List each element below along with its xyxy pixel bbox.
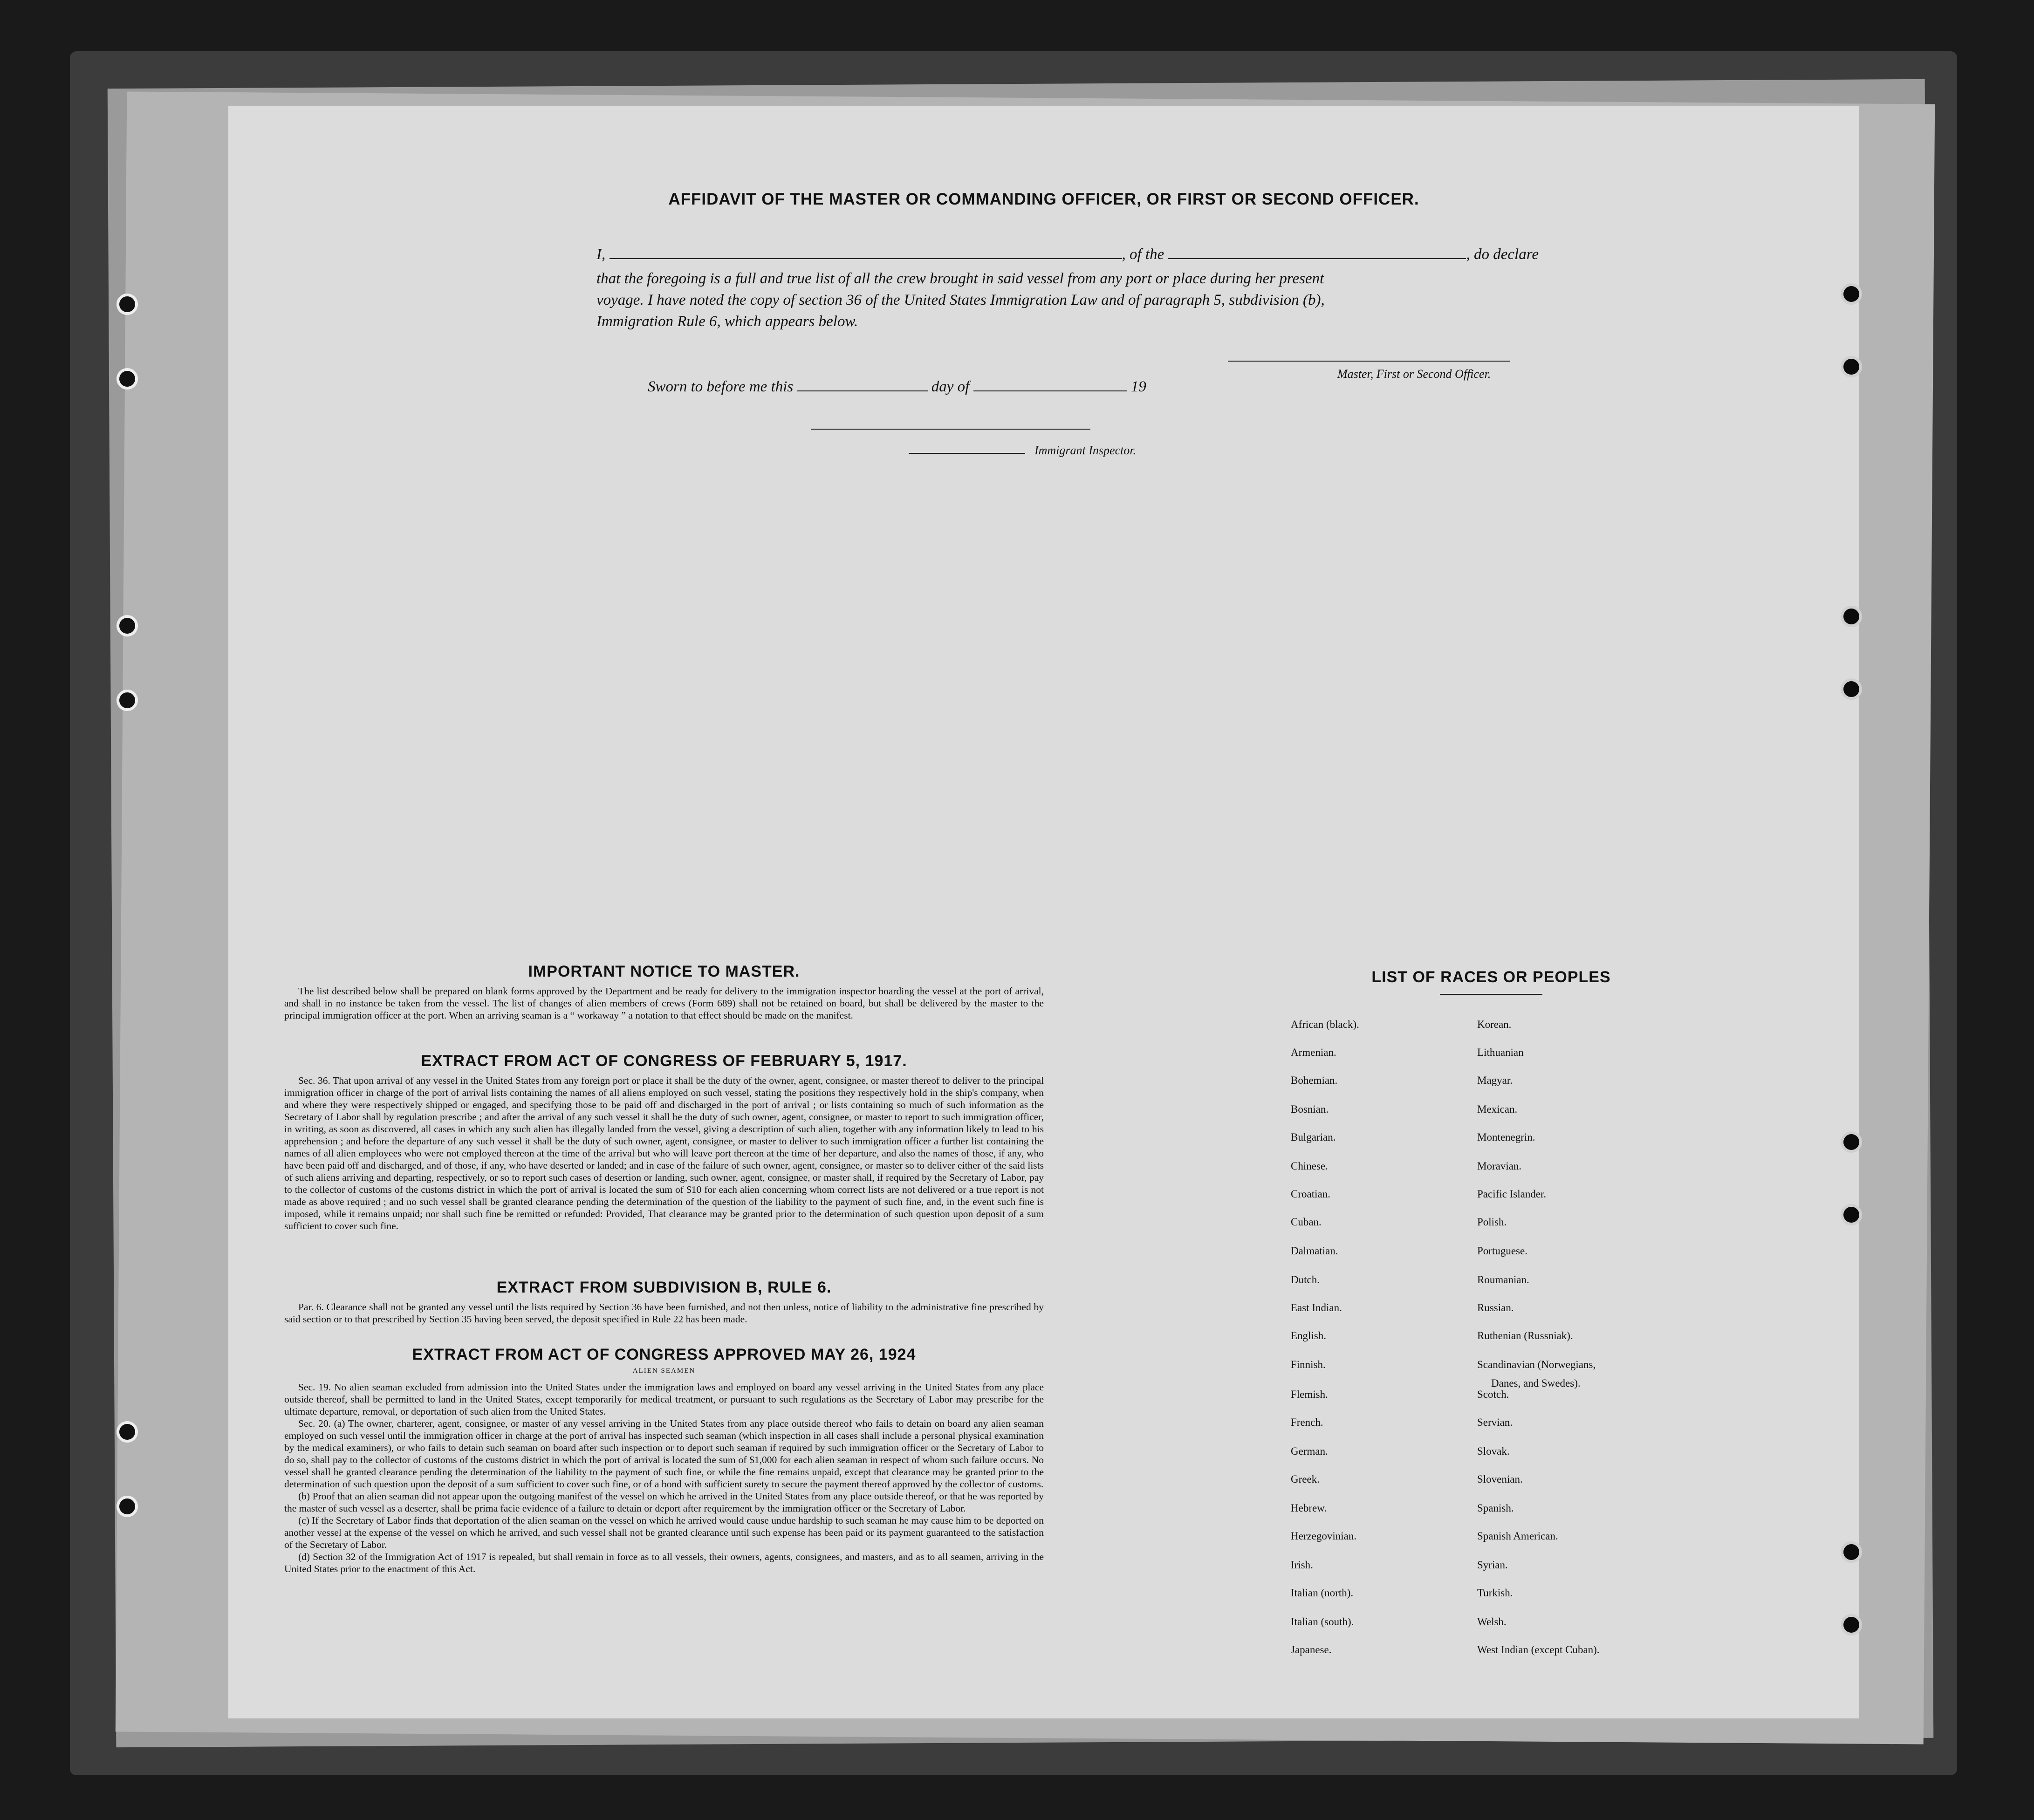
affidavit-line-4: Immigration Rule 6, which appears below. bbox=[596, 313, 858, 330]
race-item: Slovenian. bbox=[1477, 1473, 1523, 1485]
race-item: Dutch. bbox=[1291, 1274, 1320, 1286]
punch-hole-icon bbox=[1841, 283, 1862, 305]
extract-1924-text bbox=[284, 1381, 1044, 1575]
race-item: Italian (south). bbox=[1291, 1616, 1354, 1628]
race-item: Hebrew. bbox=[1291, 1502, 1327, 1514]
master-signature-label: Master, First or Second Officer. bbox=[1337, 367, 1491, 381]
race-item: Spanish American. bbox=[1477, 1530, 1558, 1542]
sworn-day-of: day of bbox=[931, 378, 970, 395]
sworn-year: 19 bbox=[1130, 378, 1146, 395]
inspector-signature-line-lower bbox=[909, 453, 1025, 454]
sec-19-paragraph: Sec. 19. No alien seaman excluded from admission into the United States under the immigration laws and employed on board any vessel arriving in the United States from any place outside thereof, shall be permitted to land in the United States, except temporarily for medical treatment, or pursuant to such regulations as the Secretary of Labor may prescribe for the ultimate departure, removal, or deportation of such alien from the United States. bbox=[284, 1382, 1044, 1417]
race-item: Irish. bbox=[1291, 1559, 1313, 1571]
race-item: Finnish. bbox=[1291, 1359, 1326, 1370]
race-item: Chinese. bbox=[1291, 1160, 1328, 1172]
race-item: Magyar. bbox=[1477, 1074, 1513, 1086]
binder-hole-icon bbox=[116, 294, 138, 315]
race-item: Portuguese. bbox=[1477, 1245, 1527, 1257]
affidavit-line-2: that the foregoing is a full and true list of all the crew brought in said vessel from any port or place during her present bbox=[596, 270, 1324, 287]
race-item: Turkish. bbox=[1477, 1587, 1513, 1599]
manifest-page bbox=[228, 106, 1859, 1718]
race-item: German. bbox=[1291, 1445, 1328, 1457]
race-item: Bosnian. bbox=[1291, 1103, 1329, 1115]
race-item: Dalmatian. bbox=[1291, 1245, 1338, 1257]
affidavit-of-the: , of the bbox=[1122, 246, 1164, 263]
race-item-scandinavian-cont: Danes, and Swedes). bbox=[1491, 1377, 1581, 1389]
race-item: Pacific Islander. bbox=[1477, 1188, 1547, 1200]
extract-1917-title: EXTRACT FROM ACT OF CONGRESS OF FEBRUARY 5, 1917. bbox=[421, 1052, 907, 1070]
race-item: Slovak. bbox=[1477, 1445, 1510, 1457]
day-blank bbox=[797, 390, 928, 391]
sec-20b-paragraph: (b) Proof that an alien seaman did not appear upon the outgoing manifest of the vessel on which he arrived in the United States from any place outside thereof, or that he was reported by the master of such vessel as a deserter, shall be prima facie evidence of a failure to detain or deport after requirement by the immigration officer or the Secretary of Labor. bbox=[284, 1491, 1044, 1514]
race-item: Japanese. bbox=[1291, 1644, 1332, 1656]
punch-hole-icon bbox=[1841, 1614, 1862, 1635]
sec-20c-paragraph: (c) If the Secretary of Labor finds that deportation of the alien seaman on the vessel on which he arrived would cause undue hardship to such seaman he may cause him to be deported on another vessel at the expense of the vessel on which he arrived, and such vessel shall not be granted clearance until such expense has been paid or its payment guaranteed to the satisfaction of the Secretary of Labor. bbox=[284, 1515, 1044, 1550]
punch-hole-icon bbox=[1841, 678, 1862, 700]
race-item: Roumanian. bbox=[1477, 1274, 1529, 1286]
race-item: Syrian. bbox=[1477, 1559, 1508, 1571]
notice-paragraph: The list described below shall be prepared on blank forms approved by the Department and be ready for delivery to the immigration inspector boarding the vessel at the port of arrival, and shall in no instance be taken from the vessel. The list of changes of alien members of crews (Form 689) shall not be retained on board, but shall be delivered by the master to the principal immigration officer at the port. When an arriving seaman is a “ workaway ” a notation to that effect should be made on the manifest. bbox=[284, 985, 1044, 1021]
binder-hole-icon bbox=[116, 690, 138, 711]
master-signature-line bbox=[1228, 361, 1510, 362]
section-36-paragraph: Sec. 36. That upon arrival of any vessel in the United States from any foreign port or place it shall be the duty of the owner, agent, consignee, or master thereof to deliver to the principal immigration officer in charge of the port of arrival lists containing the names of all aliens employed on such vessel, stating the positions they respectively hold in the ship's company, when and where they were respectively shipped or engaged, and specifying those to be paid off and discharged in the port of arrival ; or lists containing so much of such information as the Secretary of Labor shall by regulation prescribe ; and after the arrival of any such vessel it shall be the duty of such owner, agent, consignee, or master to report to such immigration officer, in writing, as soon as discovered, all cases in which any such alien has illegally landed from the vessel, giving a description of such alien, together with any information likely to lead to his apprehension ; and before the departure of any such vessel it shall be the duty of such owner, agent, consignee, or master to deliver to such immigration officer a further list containing the names of all alien employees who were not employed thereon at the time of the arrival but who will leave port thereon at the time of her departure, and also the names of those, if any, who have been paid off and discharged, and of those, if any, who have deserted or landed; and in case of the failure of such owner, agent, consignee, or master so to deliver either of the said lists of such aliens arriving and departing, respectively, or so to report such cases of desertion or landing, such owner, agent, consignee, or master shall, if required by the Secretary of Labor, pay to the collector of customs of the customs district in which the port of arrival is located the sum of $10 for each alien concerning whom correct lists are not delivered or a true report is not made as above required ; and no such vessel shall be granted clearance pending the determination of the question of the liability to the payment of such fine, and, in the event such fine is imposed, while it remains unpaid; nor shall such fine be remitted or refunded: Provided, That clearance may be granted prior to the determination of such question upon deposit of a sum sufficient to cover such fine. bbox=[284, 1075, 1044, 1232]
alien-seamen-subtitle: ALIEN SEAMEN bbox=[632, 1367, 696, 1375]
race-item: Herzegovinian. bbox=[1291, 1530, 1357, 1542]
binder-hole-icon bbox=[116, 615, 138, 636]
month-blank bbox=[973, 390, 1127, 391]
sworn-line bbox=[648, 378, 1146, 396]
race-item: French. bbox=[1291, 1416, 1323, 1428]
par-6-paragraph: Par. 6. Clearance shall not be granted any vessel until the lists required by Section 36 have been furnished, and not then unless, notice of liability to the administrative fine prescribed by said section or to that prescribed by Section 35 having been served, the deposit specified in Rule 22 has been made. bbox=[284, 1301, 1044, 1325]
races-title-rule bbox=[1440, 994, 1542, 995]
extract-1924-title: EXTRACT FROM ACT OF CONGRESS APPROVED MAY 26, 1924 bbox=[412, 1346, 916, 1363]
race-item: Italian (north). bbox=[1291, 1587, 1354, 1599]
race-item: West Indian (except Cuban). bbox=[1477, 1644, 1600, 1656]
affidavit-line-3: voyage. I have noted the copy of section 36 of the United States Immigration Law and of paragraph 5, subdivision (b), bbox=[596, 292, 1325, 308]
race-item: Lithuanian bbox=[1477, 1047, 1524, 1058]
inspector-signature-line-upper bbox=[811, 429, 1090, 430]
inspector-label: Immigrant Inspector. bbox=[1034, 444, 1137, 457]
affidavit-do-declare: , do declare bbox=[1466, 246, 1539, 263]
notice-text bbox=[284, 985, 1044, 1021]
race-item: Cuban. bbox=[1291, 1216, 1322, 1228]
race-item: Moravian. bbox=[1477, 1160, 1522, 1172]
punch-hole-icon bbox=[1841, 1131, 1862, 1153]
vessel-blank bbox=[1168, 258, 1466, 259]
sec-20d-paragraph: (d) Section 32 of the Immigration Act of 1917 is repealed, but shall remain in force as to all vessels, their owners, agents, consignees, and masters, and as to all seamen, arriving in the United States prior to the enactment of this Act. bbox=[284, 1551, 1044, 1574]
sworn-prefix: Sworn to before me this bbox=[648, 378, 794, 395]
race-item: Servian. bbox=[1477, 1416, 1513, 1428]
race-item: Scandinavian (Norwegians, bbox=[1477, 1359, 1596, 1370]
race-item: Mexican. bbox=[1477, 1103, 1518, 1115]
punch-hole-icon bbox=[1841, 1541, 1862, 1563]
race-item: English. bbox=[1291, 1330, 1327, 1341]
punch-hole-icon bbox=[1841, 606, 1862, 627]
punch-hole-icon bbox=[1841, 356, 1862, 377]
race-item: Flemish. bbox=[1291, 1389, 1328, 1400]
race-item: Bulgarian. bbox=[1291, 1131, 1336, 1143]
race-item: Spanish. bbox=[1477, 1502, 1514, 1514]
binder-hole-icon bbox=[116, 368, 138, 390]
extract-rule6-text bbox=[284, 1301, 1044, 1325]
notice-title: IMPORTANT NOTICE TO MASTER. bbox=[528, 963, 800, 980]
race-item: Korean. bbox=[1477, 1019, 1512, 1030]
race-item: African (black). bbox=[1291, 1019, 1359, 1030]
race-item: Armenian. bbox=[1291, 1047, 1336, 1058]
affidavit-title: AFFIDAVIT OF THE MASTER OR COMMANDING OFFICER, OR FIRST OR SECOND OFFICER. bbox=[668, 190, 1419, 208]
name-blank bbox=[610, 258, 1122, 259]
race-item: Scotch. bbox=[1477, 1389, 1509, 1400]
affidavit-line-1 bbox=[596, 246, 1539, 263]
binder-hole-icon bbox=[116, 1496, 138, 1517]
race-item: Welsh. bbox=[1477, 1616, 1507, 1628]
affidavit-i: I, bbox=[596, 246, 606, 263]
race-item: Ruthenian (Russniak). bbox=[1477, 1330, 1573, 1341]
race-item: Polish. bbox=[1477, 1216, 1507, 1228]
race-item: Greek. bbox=[1291, 1473, 1320, 1485]
race-item: Russian. bbox=[1477, 1302, 1514, 1314]
race-item: Bohemian. bbox=[1291, 1074, 1338, 1086]
punch-hole-icon bbox=[1841, 1204, 1862, 1225]
sec-20a-paragraph: Sec. 20. (a) The owner, charterer, agent, consignee, or master of any vessel arriving in the United States from any place outside thereof who fails to detain on board any alien seaman employed on such vessel until the immigration officer in charge at the port of arrival has inspected such seaman (which inspection in all cases shall include a personal physical examination by the medical examiners), or who fails to detain such seaman on board after such inspection or to deport such seaman if required by such immigration officer or the Secretary of Labor to do so, shall pay to the collector of customs of the customs district in which the port of arrival is located the sum of $1,000 for each alien seaman in respect of whom such failure occurs. No vessel shall be granted clearance pending the determination of the liability to the payment of such fine, or while the fine remains unpaid, except that clearance may be granted prior to the determination of such question upon the deposit of a sum sufficient to cover such fine, or of a bond with sufficient surety to secure the payment thereof approved by the collector of customs. bbox=[284, 1418, 1044, 1490]
binder-hole-icon bbox=[116, 1421, 138, 1443]
races-title: LIST OF RACES OR PEOPLES bbox=[1371, 968, 1611, 986]
race-item: Montenegrin. bbox=[1477, 1131, 1535, 1143]
extract-1917-text bbox=[284, 1074, 1044, 1232]
race-item: East Indian. bbox=[1291, 1302, 1342, 1314]
extract-rule6-title: EXTRACT FROM SUBDIVISION B, RULE 6. bbox=[496, 1279, 832, 1296]
race-item: Croatian. bbox=[1291, 1188, 1330, 1200]
